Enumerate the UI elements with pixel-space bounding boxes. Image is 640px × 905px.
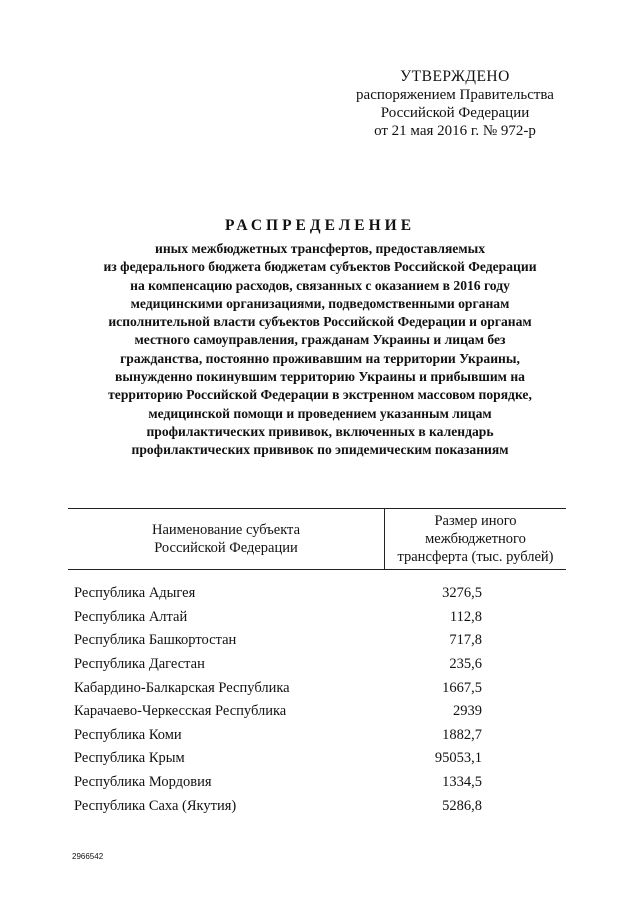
region-name: Республика Мордовия [74,774,212,791]
subtitle-line: из федерального бюджета бюджетам субъектов Российской Федерации [103,259,537,275]
region-name: Республика Алтай [74,608,188,625]
transfer-value: 717,8 [449,632,482,649]
region-name: Карачаево-Черкесская Республика [74,703,287,720]
transfer-value: 1667,5 [442,679,482,696]
subtitle-line: территорию Российской Федерации в экстренном массовом порядке, [108,387,532,403]
header-region-name-line: Наименование субъекта [151,522,301,538]
table-row [68,747,566,771]
document-subtitle [60,240,580,460]
table-row [68,582,566,606]
transfer-value: 2939 [453,703,482,720]
subtitle-line: местного самоуправления, гражданам Украины и лицам без [134,332,506,348]
table-row [68,724,566,748]
transfer-value: 5286,8 [442,797,482,814]
approval-line-1: распоряжением Правительства [356,87,554,103]
approval-title: УТВЕРЖДЕНО [400,68,510,85]
subtitle-line: медицинскими организациями, подведомственными органам [130,295,510,311]
region-name: Республика Саха (Якутия) [74,797,237,814]
header-region-name [68,509,385,569]
approval-block [330,68,580,140]
header-transfer-size-line: межбюджетного [425,531,526,547]
table-row [68,700,566,724]
transfer-value: 1334,5 [442,774,482,791]
region-name: Республика Крым [74,750,185,767]
table-row [68,629,566,653]
subtitle-line: исполнительной власти субъектов Российской Федерации и органам [108,314,532,330]
subtitle-line: медицинской помощи и проведением указанным лицам [148,405,492,421]
table-row [68,771,566,795]
document-title: РАСПРЕДЕЛЕНИЕ [224,217,416,234]
transfer-value: 95053,1 [434,750,482,767]
region-name: Республика Дагестан [74,656,205,673]
footer-code: 2966542 [72,852,104,861]
region-name: Республика Башкортостан [74,632,237,649]
table-row [68,676,566,700]
transfer-value: 112,8 [449,608,482,625]
subtitle-line: вынужденно покинувшим территорию Украины и прибывшим на [115,369,525,385]
header-transfer-size-line: трансферта (тыс. рублей) [397,549,554,565]
subtitle-line: на компенсацию расходов, связанных с оказанием в 2016 году [130,277,510,293]
transfer-value: 1882,7 [442,726,482,743]
region-name: Республика Коми [74,726,182,743]
header-transfer-size [385,509,566,569]
distribution-table [68,508,566,818]
region-name: Республика Адыгея [74,585,196,602]
table-row [68,653,566,677]
subtitle-line: гражданства, постоянно проживавшим на территории Украины, [120,350,520,366]
transfer-value: 3276,5 [442,585,482,602]
header-region-name-line: Российской Федерации [154,540,298,556]
subtitle-line: профилактических прививок по эпидемическим показаниям [131,442,509,458]
header-transfer-size-line: Размер иного [434,513,517,529]
approval-line-3: от 21 мая 2016 г. № 972-р [374,123,536,139]
subtitle-line: профилактических прививок, включенных в календарь [146,423,494,439]
region-name: Кабардино-Балкарская Республика [74,679,290,696]
transfer-value: 235,6 [449,656,482,673]
subtitle-line: иных межбюджетных трансфертов, предоставляемых [155,241,485,256]
table-row [68,794,566,818]
table-header [68,508,566,570]
table-body [68,570,566,818]
table-row [68,606,566,630]
approval-line-2: Российской Федерации [380,105,530,121]
